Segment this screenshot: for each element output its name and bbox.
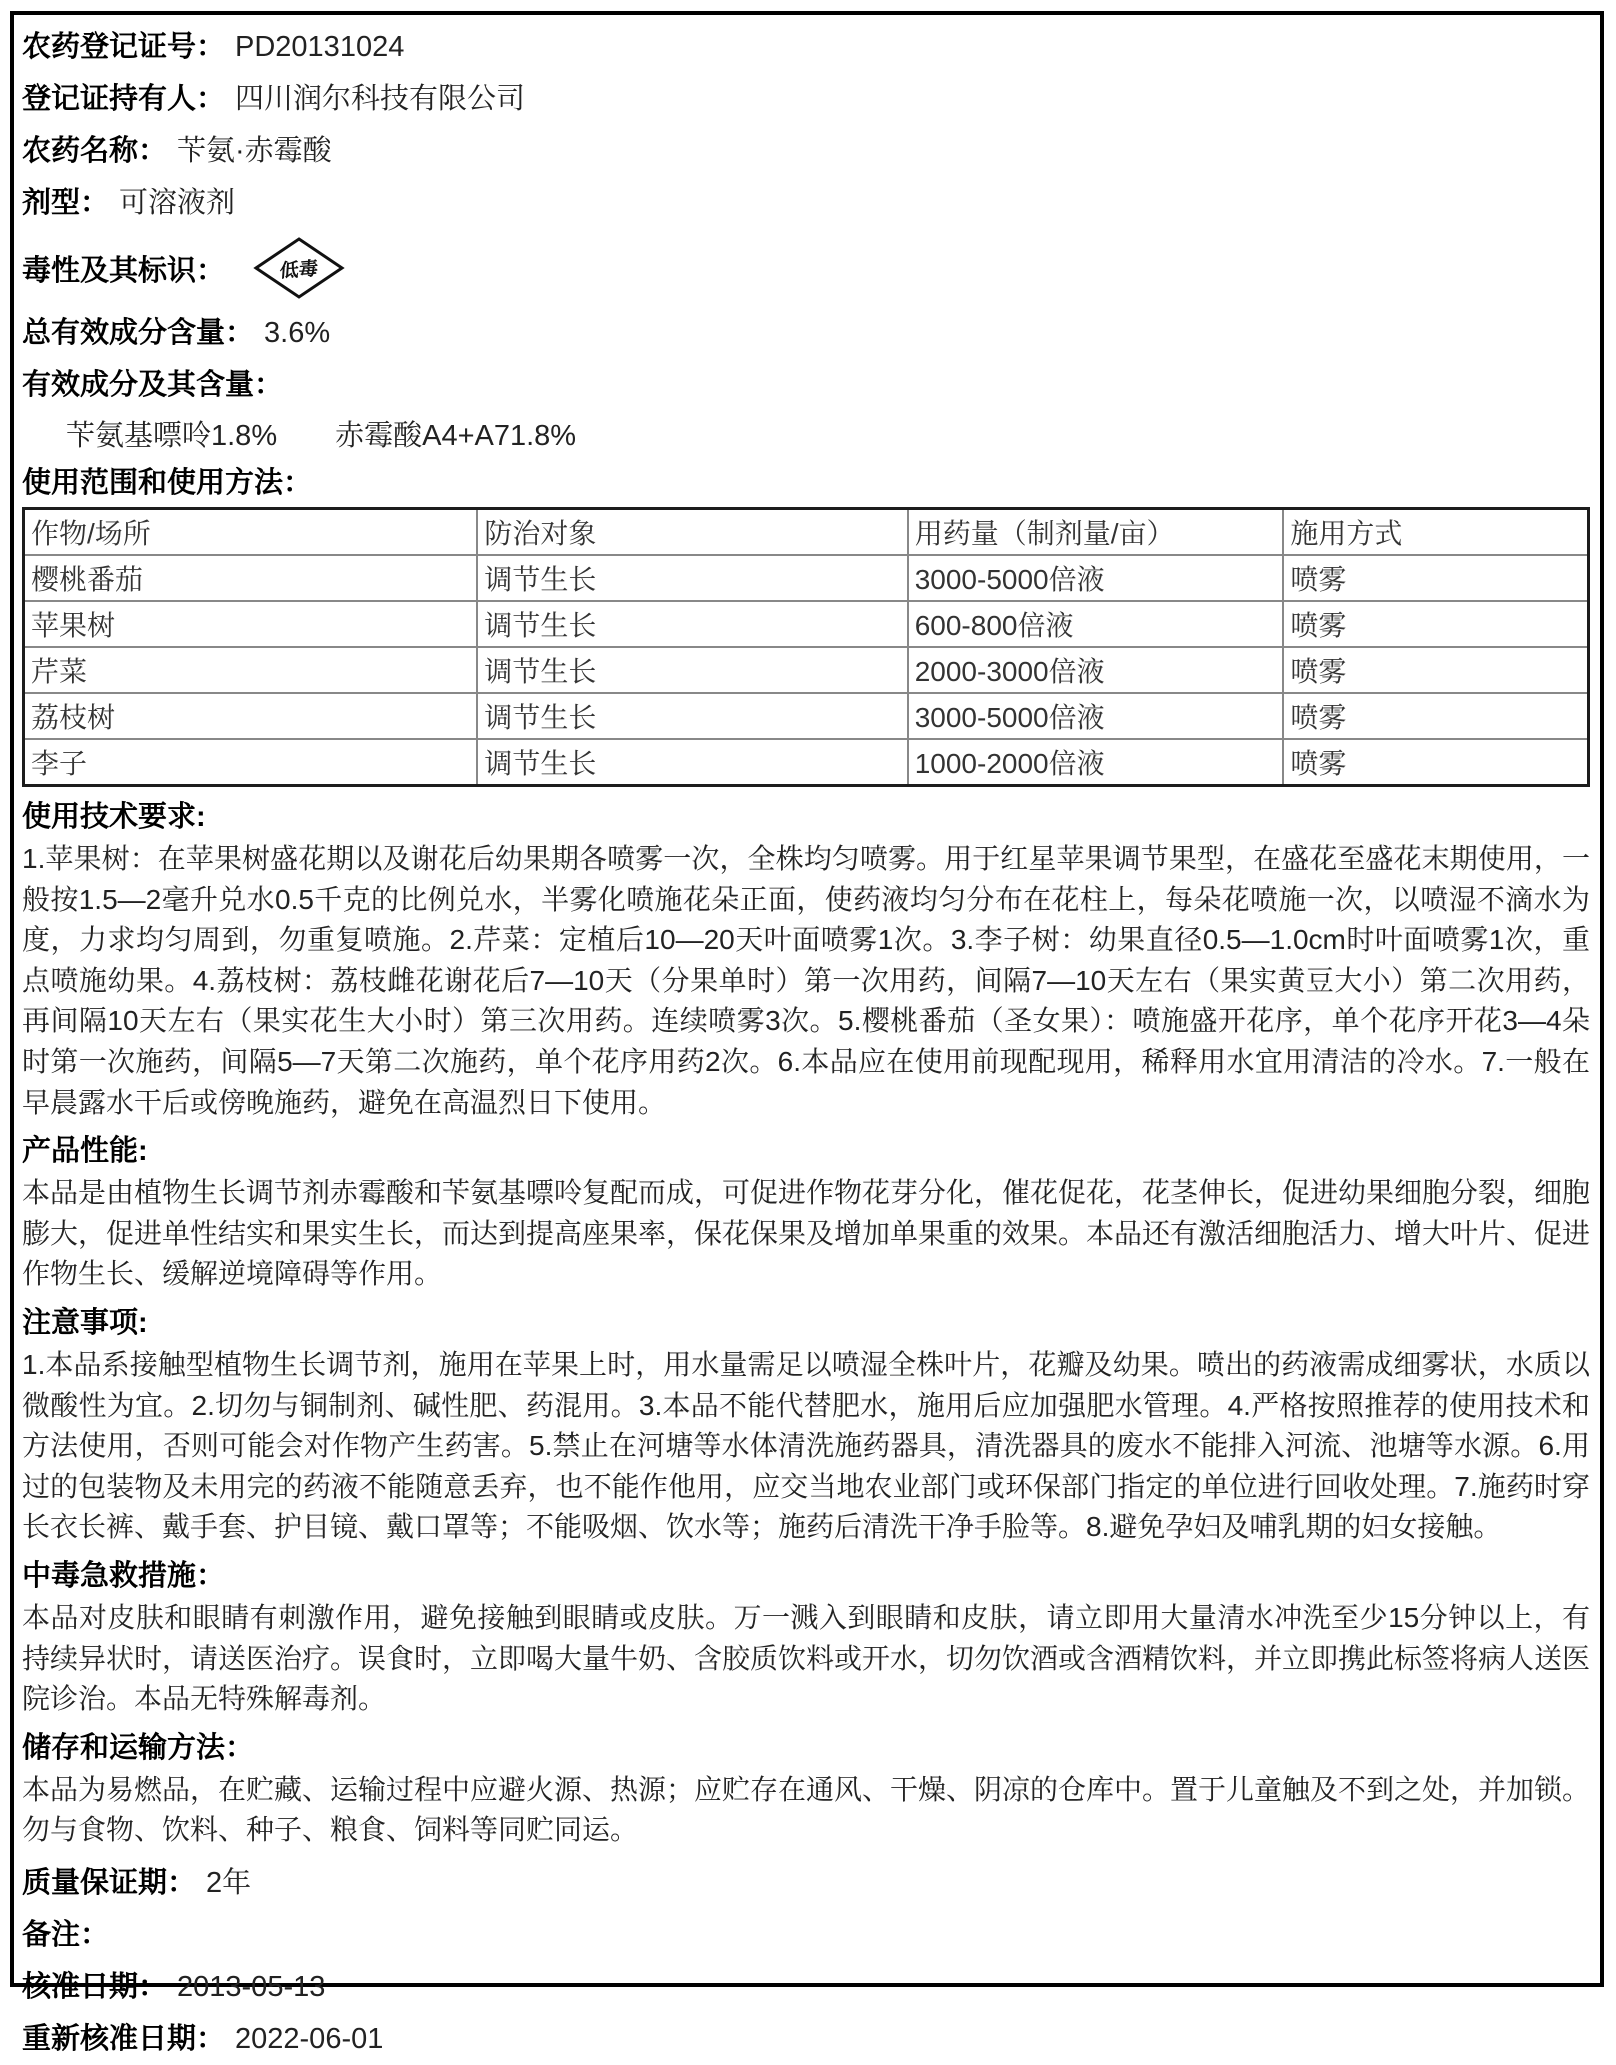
field-label: 备注：	[22, 1918, 110, 1951]
field-value: 2013-05-13	[177, 1970, 326, 2003]
cell-method: 喷雾	[1283, 739, 1588, 786]
section-heading: 产品性能:	[22, 1135, 148, 1168]
section-heading: 注意事项:	[22, 1306, 148, 1339]
toxicity-badge-text: 低毒	[278, 258, 319, 282]
field-label: 质量保证期：	[22, 1866, 197, 1899]
table-row	[24, 693, 1589, 739]
section-body: 本品是由植物生长调节剂赤霉酸和苄氨基嘌呤复配而成，可促进作物花芽分化，催花促花，花茎伸长，促进幼果细胞分裂，细胞膨大，促进单性结实和果实生长，而达到提高座果率，保花保果及增加单果重的效果。本品还有激活细胞活力、增大叶片、促进作物生长、缓解逆境障碍等作用。	[22, 1177, 1591, 1290]
section-heading: 中毒急救措施：	[22, 1559, 226, 1592]
field-value: 2022-06-01	[235, 2022, 384, 2055]
field-value: 四川润尔科技有限公司	[235, 83, 526, 115]
field-remarks	[22, 1909, 1590, 1961]
cell-crop: 李子	[24, 739, 478, 786]
cell-dosage: 3000-5000倍液	[908, 693, 1284, 739]
field-label: 核准日期：	[22, 1970, 168, 2003]
table-header-row	[24, 509, 1589, 556]
section-precautions	[22, 1301, 1590, 1548]
field-label: 剂型：	[22, 187, 110, 219]
cell-crop: 芹菜	[24, 647, 478, 693]
cell-crop: 樱桃番茄	[24, 555, 478, 601]
section-body: 1.苹果树：在苹果树盛花期以及谢花后幼果期各喷雾一次，全株均匀喷雾。用于红星苹果调节果型，在盛花至盛花末期使用，一般按1.5—2毫升兑水0.5千克的比例兑水，半雾化喷施花朵正面，使药液均匀分布在花柱上，每朵花喷施一次，以喷湿不滴水为度，力求均匀周到，勿重复喷施。2.芹菜：定植后10—20天叶面喷雾1次。3.李子树：幼果直径0.5—1.0cm时叶面喷雾1次，重点喷施幼果。4.荔枝树：荔枝雌花谢花后7—10天（分果单时）第一次用药，间隔7—10天左右（果实黄豆大小）第二次用药，再间隔10天左右（果实花生大小时）第三次用药。连续喷雾3次。5.樱桃番茄（圣女果）：喷施盛开花序，单个花序开花3—4朵时第一次施药，间隔5—7天第二次施药，单个花序用药2次。6.本品应在使用前现配现用，稀释用水宜用清洁的冷水。7.一般在早晨露水干后或傍晚施药，避免在高温烈日下使用。	[22, 843, 1590, 1118]
field-reapproval-date	[22, 2013, 1590, 2065]
cell-dosage: 3000-5000倍液	[908, 555, 1284, 601]
active-ingredients-line	[22, 411, 1590, 461]
section-heading: 使用技术要求:	[22, 801, 206, 833]
ingredient-item: 苄氨基嘌呤1.8%	[66, 420, 278, 452]
cell-target: 调节生长	[477, 739, 907, 786]
section-body: 本品对皮肤和眼睛有刺激作用，避免接触到眼睛或皮肤。万一溅入到眼睛和皮肤，请立即用大量清水冲洗至少15分钟以上，有持续异状时，请送医治疗。误食时，立即喝大量牛奶、含胶质饮料或开水，切勿饮酒或含酒精饮料，并立即携此标签将病人送医院诊治。本品无特殊解毒剂。	[22, 1601, 1591, 1715]
table-row	[24, 647, 1589, 693]
cell-method: 喷雾	[1283, 647, 1588, 693]
field-value: 苄氨·赤霉酸	[177, 135, 332, 167]
section-product-performance	[22, 1129, 1590, 1295]
section-body: 本品为易燃品，在贮藏、运输过程中应避火源、热源；应贮存在通风、干燥、阴凉的仓库中。置于儿童触及不到之处，并加锁。勿与食物、饮料、种子、粮食、饲料等同贮同运。	[22, 1773, 1591, 1846]
usage-table-heading: 使用范围和使用方法：	[22, 467, 313, 499]
col-header-target: 防治对象	[477, 509, 907, 556]
cell-method: 喷雾	[1283, 693, 1588, 739]
cell-method: 喷雾	[1283, 555, 1588, 601]
usage-table	[22, 507, 1590, 787]
field-label: 登记证持有人：	[22, 83, 226, 115]
table-row	[24, 601, 1589, 647]
field-value: 可溶液剂	[119, 187, 236, 219]
cell-dosage: 1000-2000倍液	[908, 739, 1284, 786]
ingredient-item: 赤霉酸A4+A71.8%	[335, 420, 577, 452]
section-first-aid	[22, 1554, 1590, 1720]
field-value: PD20131024	[235, 31, 405, 63]
field-formulation	[22, 177, 1590, 229]
field-label: 总有效成分含量：	[22, 317, 255, 349]
field-label: 农药名称：	[22, 135, 168, 167]
field-label: 农药登记证号：	[22, 31, 226, 63]
field-total-active-content	[22, 307, 1590, 359]
field-label: 重新核准日期：	[22, 2022, 226, 2055]
field-approval-date	[22, 1961, 1590, 2013]
col-header-crop: 作物/场所	[24, 509, 478, 556]
section-heading: 储存和运输方法：	[22, 1731, 255, 1764]
field-value: 2年	[206, 1866, 252, 1899]
field-shelf-life	[22, 1857, 1590, 1909]
cell-target: 调节生长	[477, 601, 907, 647]
field-registrant	[22, 73, 1590, 125]
section-body: 1.本品系接触型植物生长调节剂，施用在苹果上时，用水量需足以喷湿全株叶片，花瓣及幼果。喷出的药液需成细雾状，水质以微酸性为宜。2.切勿与铜制剂、碱性肥、药混用。3.本品不能代替肥水，施用后应加强肥水管理。4.严格按照推荐的使用技术和方法使用，否则可能会对作物产生药害。5.禁止在河塘等水体清洗施药器具，清洗器具的废水不能排入河流、池塘等水源。6.用过的包装物及未用完的药液不能随意丢弃，也不能作他用，应交当地农业部门或环保部门指定的单位进行回收处理。7.施药时穿长衣长裤、戴手套、护目镜、戴口罩等；不能吸烟、饮水等；施药后清洗干净手脸等。8.避免孕妇及哺乳期的妇女接触。	[22, 1348, 1590, 1543]
col-header-method: 施用方式	[1283, 509, 1588, 556]
section-usage-technical-requirements	[22, 795, 1590, 1123]
table-row	[24, 739, 1589, 786]
field-label: 有效成分及其含量：	[22, 369, 284, 401]
low-toxicity-diamond-icon	[253, 237, 345, 299]
field-value: 3.6%	[264, 317, 331, 349]
cell-method: 喷雾	[1283, 601, 1588, 647]
table-row	[24, 555, 1589, 601]
field-pesticide-name	[22, 125, 1590, 177]
cell-crop: 荔枝树	[24, 693, 478, 739]
cell-dosage: 600-800倍液	[908, 601, 1284, 647]
col-header-dosage: 用药量（制剂量/亩）	[908, 509, 1284, 556]
cell-target: 调节生长	[477, 693, 907, 739]
cell-target: 调节生长	[477, 555, 907, 601]
field-registration-number	[22, 21, 1590, 73]
pesticide-label-document	[10, 11, 1604, 2055]
field-active-ingredients-heading	[22, 359, 1590, 411]
cell-crop: 苹果树	[24, 601, 478, 647]
field-label: 毒性及其标识：	[22, 254, 226, 287]
field-toxicity	[22, 229, 1590, 307]
section-storage-transport	[22, 1726, 1590, 1851]
cell-dosage: 2000-3000倍液	[908, 647, 1284, 693]
cell-target: 调节生长	[477, 647, 907, 693]
